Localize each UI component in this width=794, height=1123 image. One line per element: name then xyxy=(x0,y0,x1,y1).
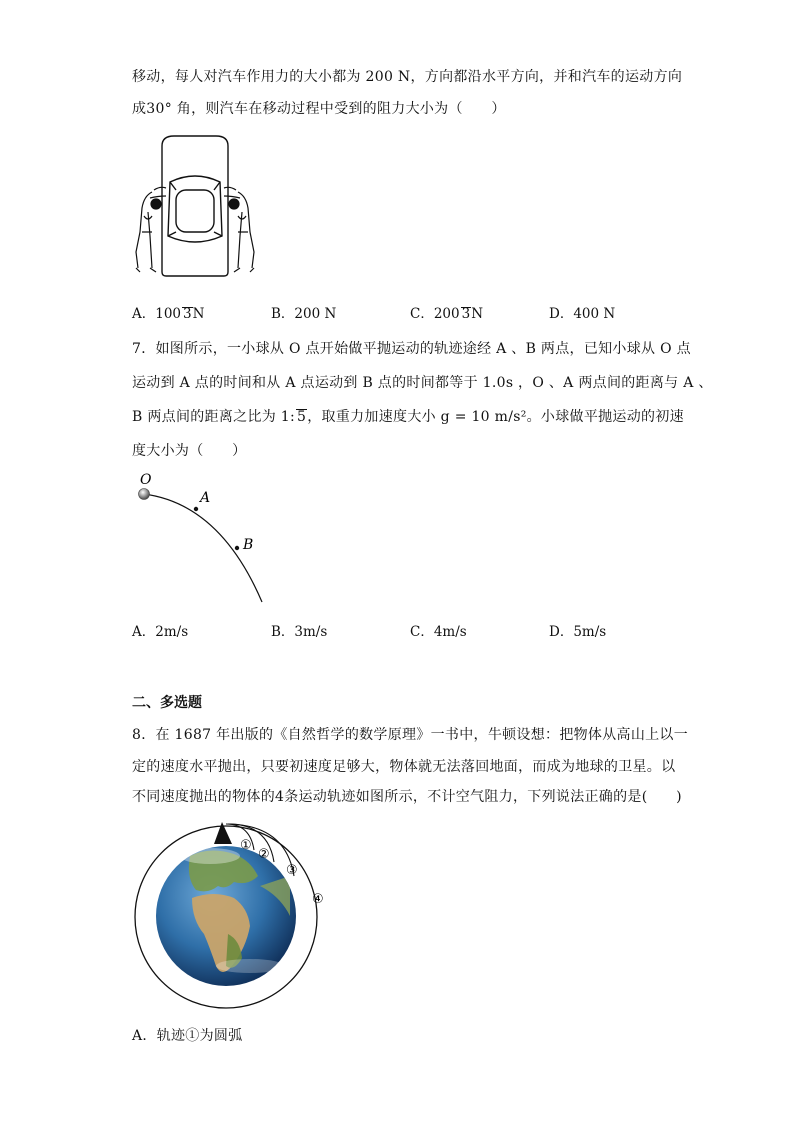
section-heading: 二、多选题 xyxy=(132,695,202,711)
point-b xyxy=(235,546,239,550)
q7-text-line-1: 7．如图所示，一小球从 O 点开始做平抛运动的轨迹途经 A 、B 两点，已知小球从 O 点 xyxy=(132,341,691,357)
q8-text-line-2: 定的速度水平抛出，只要初速度足够大，物体就无法落回地面，而成为地球的卫星。以 xyxy=(132,759,676,775)
q6-option-c[interactable]: C．200 3N xyxy=(410,306,484,322)
label-trajectory-3: ③ xyxy=(286,863,298,878)
ball xyxy=(139,489,150,500)
q7-option-a[interactable]: A．2m/s xyxy=(132,624,189,640)
label-a: A xyxy=(200,490,211,506)
q7-option-b[interactable]: B．3m/s xyxy=(271,624,328,640)
q7-text-line-2: 运动到 A 点的时间和从 A 点运动到 B 点的时间都等于 1.0s ，O 、A 两点间的距离与 A 、 xyxy=(132,375,713,391)
q6-option-a[interactable]: A．100 3N xyxy=(132,306,205,322)
q8-text-line-1: 8．在 1687 年出版的《自然哲学的数学原理》一书中，牛顿设想：把物体从高山上以一 xyxy=(132,727,689,743)
q8-earth-orbit-figure xyxy=(130,816,340,1011)
q6-text-line-2: 成30° 角，则汽车在移动过程中受到的阻力大小为（ ） xyxy=(132,101,506,117)
q7-text-line-4: 度大小为（ ） xyxy=(132,443,247,459)
q7-option-c[interactable]: C．4m/s xyxy=(410,624,467,640)
label-trajectory-4: ④ xyxy=(312,892,324,907)
label-b: B xyxy=(243,537,254,553)
q7-option-d[interactable]: D．5m/s xyxy=(549,624,607,640)
label-o: O xyxy=(140,472,152,488)
q6-option-d[interactable]: D．400 N xyxy=(549,306,616,322)
mountain-icon xyxy=(214,822,232,844)
label-trajectory-1: ① xyxy=(240,838,252,853)
q7-text-line-3: B 两点间的距离之比为 1: 5，取重力加速度大小 g = 10 m/s²。小球做平抛运动的初速 xyxy=(132,409,684,425)
point-a xyxy=(194,507,198,511)
q7-trajectory-figure xyxy=(130,468,280,608)
car-body xyxy=(162,136,228,276)
q6-text-line-1: 移动，每人对汽车作用力的大小都为 200 N，方向都沿水平方向，并和汽车的运动方向 xyxy=(132,69,683,85)
label-trajectory-2: ② xyxy=(258,847,270,862)
q8-text-line-3: 不同速度抛出的物体的4条运动轨迹如图所示，不计空气阻力，下列说法正确的是( ) xyxy=(132,789,682,805)
q6-option-b[interactable]: B．200 N xyxy=(271,306,337,322)
q8-option-a[interactable]: A．轨迹①为圆弧 xyxy=(132,1028,243,1044)
q6-car-figure xyxy=(130,132,260,280)
